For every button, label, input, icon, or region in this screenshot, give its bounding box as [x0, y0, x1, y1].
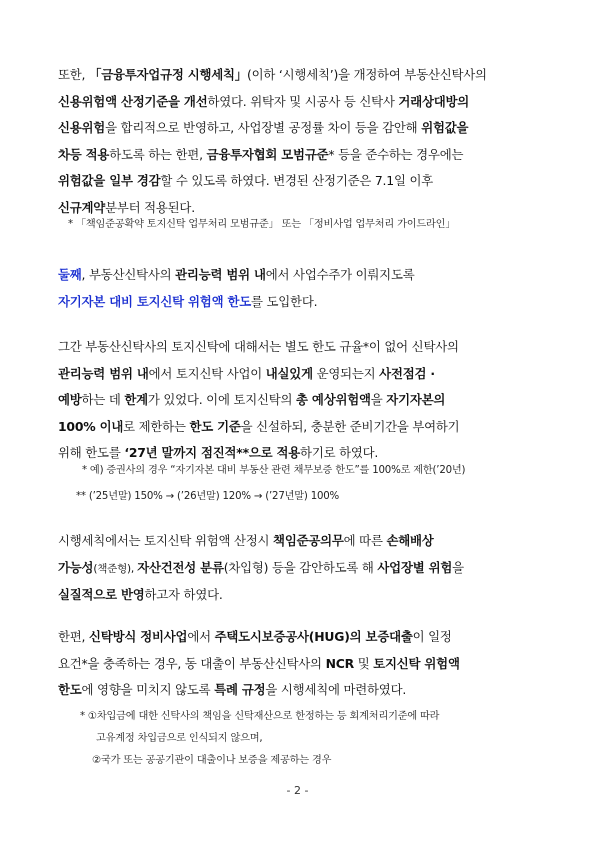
emphasis: 주택도시보증공사(HUG)의 보증대출: [214, 629, 413, 644]
text: (차입형) 등을 감안하도록 해: [223, 559, 378, 575]
page-number: - 2 -: [286, 784, 309, 797]
emphasis: 가능성: [58, 559, 94, 575]
emphasis: 손해배상: [386, 533, 434, 548]
emphasis: 한도 기준: [189, 418, 241, 434]
footnote-model-standards: * 「책임준공확약 토지신탁 업무처리 모범규준」 또는 「정비사업 업무처리 가이드라인」: [68, 219, 456, 230]
paragraph-risk-calculation: [58, 528, 540, 609]
text: 운영되는지: [312, 365, 380, 381]
highlight: 자기자본 대비 토지신탁 위험액 한도: [58, 293, 251, 309]
emphasis: 사전점검 ·: [379, 365, 435, 381]
paragraph-limit-background: [58, 334, 540, 467]
text: , 부동산신탁사의: [81, 267, 176, 282]
text: * 등을 준수하는 경우에는: [328, 146, 464, 162]
emphasis: 예방: [58, 392, 82, 407]
emphasis: 위험값을 일부 경감: [58, 173, 161, 188]
text: 을 합리적으로 반영하고, 사업장별 공정률 차이 등을 감안해: [105, 120, 422, 135]
footnote-securities-example: * 예) 증권사의 경우 “자기자본 대비 부동산 관련 채무보증 한도”를 100%로 제한(’20년): [82, 465, 466, 476]
emphasis: 관리능력 범위 내: [58, 365, 149, 381]
regulation-title: 「금융투자업규정 시행세칙」: [89, 67, 247, 82]
text: 이 일정: [412, 629, 452, 644]
emphasis: 차등 적용: [58, 146, 110, 162]
text: 을 신설하되, 충분한 준비기간을 부여하기: [240, 418, 460, 434]
text: 위해 한도를: [58, 445, 125, 460]
text: 하는 데: [81, 392, 125, 407]
footnote-requirement-2: ②국가 또는 공공기관이 대출이나 보증을 제공하는 경우: [92, 755, 332, 766]
emphasis: 금융투자협회 모범규준: [206, 146, 329, 162]
paragraph-second-measure: [58, 262, 540, 315]
emphasis: 한도: [58, 682, 82, 697]
emphasis: 사업장별 위험: [377, 559, 453, 575]
section-heading: 둘째: [58, 267, 82, 282]
emphasis: 신규계약: [58, 199, 106, 215]
emphasis: 실질적으로 반영: [58, 587, 145, 602]
footnote-requirement-1-cont: 고유계정 차입금으로 인식되지 않으며,: [96, 733, 263, 744]
text: 그간 부동산신탁사의 토지신탁에 대해서는 별도 한도 규율*이 없어 신탁사의: [58, 339, 459, 354]
emphasis: 관리능력 범위 내: [175, 267, 266, 282]
footnote-requirement-1: * ①차입금에 대한 신탁사의 책임을 신탁재산으로 한정하는 등 회계처리기준에 따라: [80, 711, 440, 722]
emphasis: 총 예상위험액: [296, 392, 371, 407]
emphasis: 토지신탁 위험액: [373, 655, 460, 671]
text: 하기로 하였다.: [300, 445, 379, 460]
text: 에 따른: [343, 533, 387, 548]
emphasis: 거래상대방의: [398, 93, 470, 109]
emphasis: 내실있게: [265, 365, 313, 381]
emphasis: NCR: [325, 655, 354, 671]
text: 에서 토지신탁 사업이: [148, 365, 266, 381]
text: 및: [353, 655, 374, 671]
text: 에서: [187, 629, 215, 644]
paragraph-regulation-revision: [58, 62, 540, 221]
text: 를 도입한다.: [251, 293, 318, 309]
emphasis: 한계: [124, 392, 148, 407]
text: (이하 ‘시행세칙’)을 개정하여 부동산신탁사의: [247, 67, 487, 82]
text: 요건*을 충족하는 경우, 동 대출이 부동산신탁사의: [58, 655, 326, 671]
text: 할 수 있도록 하였다. 변경된 산정기준은 7.1일 이후: [160, 173, 434, 188]
text: 을: [452, 559, 464, 575]
paragraph-special-provision: [58, 624, 540, 704]
footnote-phase-in-schedule: ** (’25년말) 150% → (’26년말) 120% → (’27년말) 100%: [76, 491, 340, 502]
emphasis: 자산건전성 분류: [137, 559, 224, 575]
text: 로 제한하는: [123, 418, 190, 434]
text: 하였다. 위탁자 및 시공사 등 신탁사: [207, 93, 399, 109]
text: 시행세칙에서는 토지신탁 위험액 산정시: [58, 533, 274, 548]
emphasis: 위험값을: [421, 120, 469, 135]
emphasis: 특례 규정: [214, 682, 266, 697]
emphasis: 100% 이내: [58, 418, 124, 434]
text: 한편,: [58, 629, 90, 644]
emphasis: ‘27년 말까지 점진적**으로 적용: [124, 445, 301, 460]
emphasis: 신탁방식 정비사업: [89, 629, 188, 644]
text: 가 있었다. 이에 토지신탁의: [147, 392, 297, 407]
text: 또한,: [58, 67, 90, 82]
text: 하도록 하는 한편,: [109, 146, 207, 162]
text: 에 영향을 미치지 않도록: [81, 682, 215, 697]
text: 분부터 적용된다.: [105, 199, 195, 215]
text: (책준형),: [93, 562, 138, 575]
emphasis: 신용위험액 산정기준을 개선: [58, 93, 208, 109]
text: 하고자 하였다.: [144, 587, 223, 602]
text: 에서 사업수주가 이뤄지도록: [265, 267, 415, 282]
emphasis: 책임준공의무: [273, 533, 344, 548]
emphasis: 신용위험: [58, 120, 106, 135]
text: 을: [370, 392, 387, 407]
emphasis: 자기자본의: [386, 392, 446, 407]
text: 을 시행세칙에 마련하였다.: [265, 682, 407, 697]
